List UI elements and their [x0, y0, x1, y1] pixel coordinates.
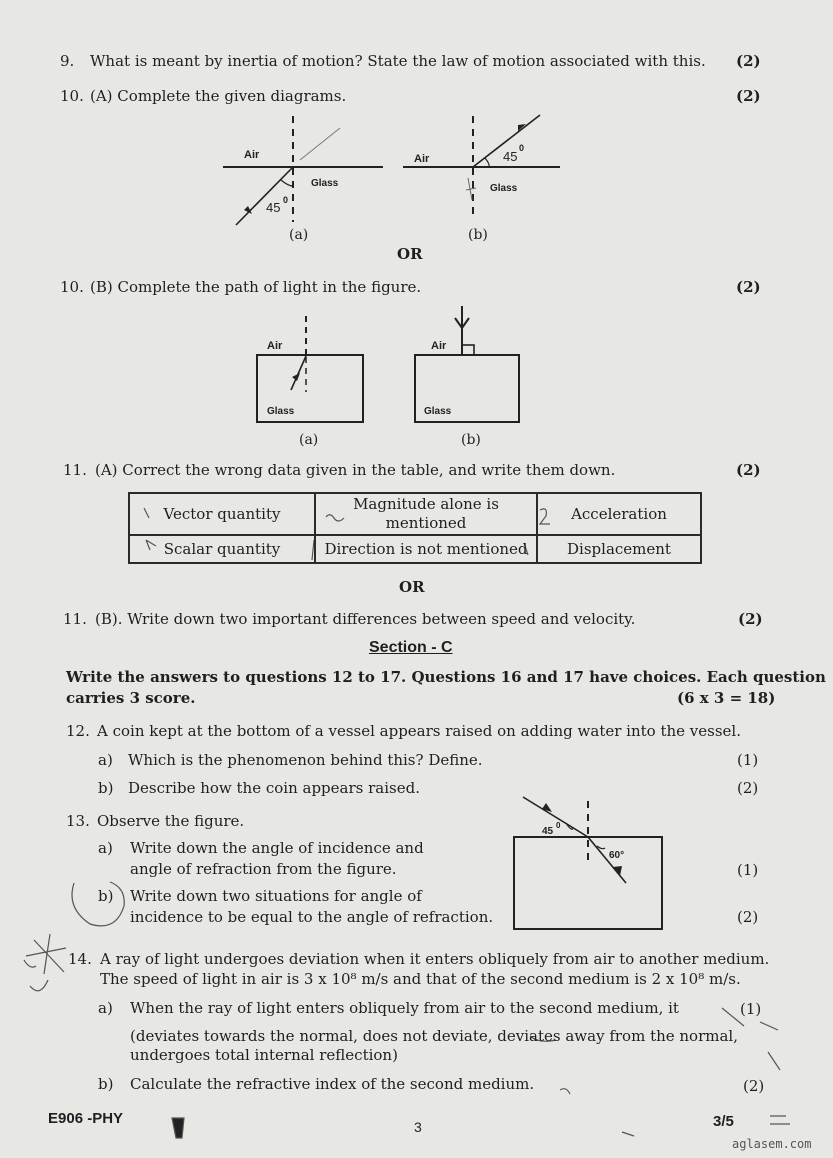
q12-text: A coin kept at the bottom of a vessel appears raised on adding water into the vessel.	[97, 722, 741, 740]
table-cell: Direction is not mentioned	[315, 535, 537, 563]
q14a-options-line1: (deviates towards the normal, does not deviate, deviates away from the normal,	[130, 1027, 738, 1045]
q12b-marks: (2)	[737, 779, 759, 797]
q10a-number: 10.	[60, 87, 84, 105]
q12a-text: Which is the phenomenon behind this? Define.	[128, 751, 483, 769]
fig-10a-b-glass: Glass	[490, 183, 518, 194]
q13-number: 13.	[66, 812, 90, 830]
fig-13-degree1: 0	[556, 821, 561, 830]
table-cell	[315, 493, 537, 535]
footer-page-number: 3	[414, 1119, 422, 1135]
q14a-text: When the ray of light enters obliquely from air to the second medium, it	[130, 999, 679, 1017]
q14a-label: a)	[98, 999, 113, 1017]
q10b-marks: (2)	[736, 278, 761, 296]
table-row	[129, 535, 701, 563]
q10a-text: (A) Complete the given diagrams.	[90, 87, 347, 105]
q12b-label: b)	[98, 779, 114, 797]
q11b-marks: (2)	[738, 610, 763, 628]
q13a-marks: (1)	[737, 861, 759, 879]
q12-number: 12.	[66, 722, 90, 740]
q11a-marks: (2)	[736, 461, 761, 479]
fig-10b-b-caption: (b)	[461, 432, 481, 448]
table-cell-line: mentioned	[385, 514, 467, 532]
fig-10a-a	[223, 116, 383, 225]
q14b-marks: (2)	[743, 1077, 765, 1095]
section-instruction-line2: carries 3 score.	[66, 689, 196, 707]
table-cell: Vector quantity	[129, 493, 315, 535]
q10b-text: (B) Complete the path of light in the figure.	[90, 278, 422, 296]
footer-code: E906 -PHY	[48, 1110, 124, 1127]
q14-line1: A ray of light undergoes deviation when it enters obliquely from air to another medium.	[100, 950, 770, 968]
q13b-line1: Write down two situations for angle of	[130, 887, 422, 905]
or-divider-2: OR	[399, 578, 425, 596]
section-total: (6 x 3 = 18)	[677, 689, 776, 707]
section-title: Section - C	[369, 639, 453, 656]
q14a-options-line2: undergoes total internal reflection)	[130, 1046, 398, 1064]
fig-10a-b	[403, 115, 560, 214]
q13b-marks: (2)	[737, 908, 759, 926]
q13b-label: b)	[98, 887, 114, 905]
q13b-line2: incidence to be equal to the angle of refraction.	[130, 908, 494, 926]
fig-10a-b-degree: 0	[519, 143, 525, 153]
q13a-line1: Write down the angle of incidence and	[130, 839, 424, 857]
q14b-label: b)	[98, 1075, 114, 1093]
footer-page-count: 3/5	[713, 1113, 734, 1130]
q9-text: What is meant by inertia of motion? State the law of motion associated with this.	[90, 52, 706, 70]
fig-10a-b-caption: (b)	[468, 227, 488, 243]
table-cell: Scalar quantity	[129, 535, 315, 563]
fig-10b-a-air: Air	[267, 340, 283, 352]
fig-10b-a	[257, 316, 363, 422]
q9-number: 9.	[60, 52, 75, 70]
q10b-number: 10.	[60, 278, 84, 296]
fig-10a-a-glass: Glass	[311, 178, 339, 189]
data-table	[128, 492, 702, 564]
fig-10b-b	[415, 306, 519, 422]
q13a-line2: angle of refraction from the figure.	[130, 860, 397, 878]
fig-10b-a-caption: (a)	[299, 432, 319, 448]
q9-marks: (2)	[736, 52, 761, 70]
fig-10a-a-angle: 45	[266, 200, 281, 215]
fig-13-angle1: 45	[542, 826, 554, 837]
watermark-text: aglasem.com	[732, 1137, 812, 1151]
fig-10b-a-glass: Glass	[267, 406, 295, 417]
q13-text: Observe the figure.	[97, 812, 245, 830]
fig-10b-b-glass: Glass	[424, 406, 452, 417]
q14-number: 14.	[68, 950, 92, 968]
q14a-marks: (1)	[740, 1000, 762, 1018]
q11b-number: 11.	[63, 610, 87, 628]
fig-10a-b-angle: 45	[503, 149, 518, 164]
table-cell: Acceleration	[537, 493, 701, 535]
q12b-text: Describe how the coin appears raised.	[128, 779, 420, 797]
q11a-number: 11.	[63, 461, 87, 479]
fig-13	[514, 797, 662, 929]
q12a-marks: (1)	[737, 751, 759, 769]
fig-10b-b-air: Air	[431, 340, 447, 352]
q13a-label: a)	[98, 839, 113, 857]
q14b-text: Calculate the refractive index of the second medium.	[130, 1075, 535, 1093]
table-row	[129, 493, 701, 535]
fig-10a-a-degree: 0	[283, 195, 289, 205]
table-cell-line: Magnitude alone is	[353, 495, 499, 513]
q12a-label: a)	[98, 751, 113, 769]
section-instruction-line1: Write the answers to questions 12 to 17. Questions 16 and 17 have choices. Each question	[66, 668, 826, 686]
q10a-marks: (2)	[736, 87, 761, 105]
q11a-text: (A) Correct the wrong data given in the table, and write them down.	[95, 461, 616, 479]
fig-10a-a-caption: (a)	[289, 227, 309, 243]
table-cell: Displacement	[537, 535, 701, 563]
fig-10a-b-air: Air	[414, 153, 430, 165]
q14-line2: The speed of light in air is 3 x 10⁸ m/s and that of the second medium is 2 x 10⁸ m/s.	[100, 970, 741, 988]
or-divider-1: OR	[397, 245, 423, 263]
q11b-text: (B). Write down two important differences between speed and velocity.	[95, 610, 636, 628]
fig-10a-a-air: Air	[244, 149, 260, 161]
fig-13-angle2: 60°	[609, 850, 625, 861]
